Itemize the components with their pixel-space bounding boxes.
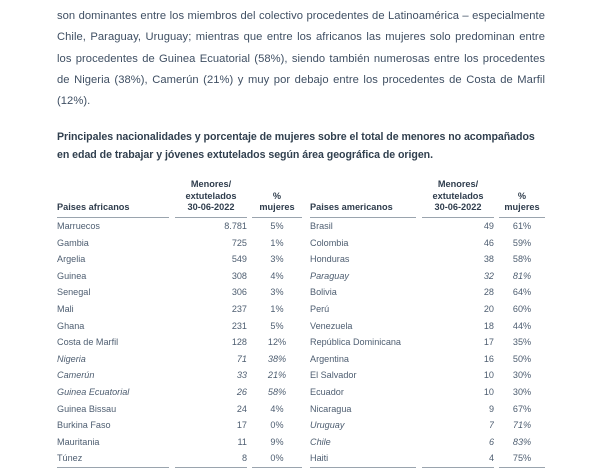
- cell-count: 38: [483, 254, 494, 265]
- cell-count: 6: [488, 436, 494, 447]
- cell-percent-women: 0%: [270, 420, 284, 431]
- cell-percent-women: 30%: [512, 370, 532, 381]
- cell-country: República Dominicana: [310, 337, 401, 348]
- cell-count: 16: [483, 353, 494, 364]
- table-row: [57, 318, 302, 335]
- cell-country: Venezuela: [310, 320, 353, 331]
- table-america-header: [310, 179, 545, 217]
- cell-country: Perú: [310, 304, 330, 315]
- header-count-america: [422, 179, 494, 217]
- cell-percent-women: 60%: [512, 304, 532, 315]
- table-row: [57, 351, 302, 368]
- cell-count: 725: [231, 237, 247, 248]
- cell-country: Túnez: [57, 450, 169, 467]
- cell-count: 237: [231, 304, 247, 315]
- header-count-line3: 30-06-2022: [187, 201, 235, 212]
- cell-count: 20: [483, 304, 494, 315]
- table-row: [57, 417, 302, 434]
- cell-percent-women: 4%: [270, 403, 284, 414]
- cell-count: 4: [422, 450, 494, 467]
- header-pct-line1: %: [272, 190, 282, 201]
- cell-count: 26: [236, 387, 247, 398]
- cell-country: Brasil: [310, 221, 333, 232]
- cell-country: Paraguay: [310, 270, 349, 281]
- table-row: [310, 218, 545, 235]
- header-pct-line2: mujeres: [259, 201, 295, 212]
- cell-count: 46: [483, 237, 494, 248]
- cell-country: Uruguay: [310, 420, 345, 431]
- cell-country: Costa de Marfil: [57, 337, 119, 348]
- table-row: [310, 434, 545, 451]
- cell-count: 10: [483, 387, 494, 398]
- cell-percent-women: 3%: [270, 254, 284, 265]
- cell-count: 18: [483, 320, 494, 331]
- cell-country: Argentina: [310, 353, 349, 364]
- header-count-line1: Menores/: [437, 179, 479, 190]
- table-row: [310, 367, 545, 384]
- table-america-body: [310, 218, 545, 468]
- table-row: [310, 235, 545, 252]
- cell-count: 32: [483, 270, 494, 281]
- cell-country: Senegal: [57, 287, 91, 298]
- header-country-africa: Paises africanos: [57, 179, 169, 217]
- cell-country: Burkina Faso: [57, 420, 111, 431]
- table-row: [57, 268, 302, 285]
- header-count-line2: extutelados: [432, 190, 484, 201]
- cell-country: Camerún: [57, 370, 95, 381]
- header-pct-line2: mujeres: [504, 201, 540, 212]
- cell-country: Haiti: [310, 450, 416, 467]
- cell-percent-women: 1%: [270, 304, 284, 315]
- cell-count: 549: [231, 254, 247, 265]
- header-count-line1: Menores/: [190, 179, 232, 190]
- table-row: [310, 334, 545, 351]
- header-row: [310, 179, 545, 217]
- cell-percent-women: 4%: [270, 270, 284, 281]
- table-row: [310, 251, 545, 268]
- cell-count: 8: [175, 450, 247, 467]
- cell-count: 9: [488, 403, 494, 414]
- cell-country: Mali: [57, 304, 74, 315]
- cell-percent-women: 1%: [270, 237, 284, 248]
- header-pct-line1: %: [517, 190, 527, 201]
- cell-country: Guinea Bissau: [57, 403, 117, 414]
- table-row: [57, 384, 302, 401]
- table-row: [310, 301, 545, 318]
- table-row: [57, 401, 302, 418]
- table-row: [310, 450, 545, 467]
- cell-percent-women: 67%: [512, 403, 532, 414]
- header-pct-america: [499, 179, 545, 217]
- cell-percent-women: 0%: [252, 450, 302, 467]
- cell-country: Ecuador: [310, 387, 344, 398]
- cell-percent-women: 21%: [267, 370, 287, 381]
- table-row: [310, 401, 545, 418]
- cell-percent-women: 81%: [512, 270, 532, 281]
- cell-count: 7: [488, 420, 494, 431]
- table-row: [57, 301, 302, 318]
- table-caption: Principales nacionalidades y porcentaje de mujeres sobre el total de menores no acompañados en edad de trabajar y jóvenes extutelados según área geográfica de origen.: [57, 131, 535, 161]
- cell-country: Bolivia: [310, 287, 337, 298]
- cell-country: Nicaragua: [310, 403, 352, 414]
- cell-count: 71: [236, 353, 247, 364]
- cell-percent-women: 61%: [512, 221, 532, 232]
- cell-count: 11: [237, 436, 247, 447]
- cell-count: 33: [236, 370, 247, 381]
- table-africa-body: [57, 218, 302, 468]
- cell-country: Colombia: [310, 237, 349, 248]
- cell-percent-women: 50%: [512, 353, 532, 364]
- cell-count: 28: [483, 287, 494, 298]
- table-row: [57, 334, 302, 351]
- cell-count: 17: [236, 420, 247, 431]
- cell-count: 306: [231, 287, 247, 298]
- cell-count: 308: [231, 270, 247, 281]
- table-america: [310, 179, 545, 468]
- cell-country: Guinea Ecuatorial: [57, 387, 130, 398]
- cell-country: Guinea: [57, 270, 87, 281]
- table-row: [310, 318, 545, 335]
- table-row: [57, 284, 302, 301]
- cell-country: Ghana: [57, 320, 85, 331]
- cell-count: 10: [483, 370, 494, 381]
- cell-percent-women: 64%: [512, 287, 532, 298]
- cell-percent-women: 5%: [270, 320, 284, 331]
- header-pct-africa: [252, 179, 302, 217]
- header-count-line3: 30-06-2022: [434, 201, 482, 212]
- header-count-line2: extutelados: [185, 190, 237, 201]
- table-row: [57, 450, 302, 467]
- cell-percent-women: 75%: [499, 450, 545, 467]
- cell-percent-women: 30%: [512, 387, 532, 398]
- cell-percent-women: 12%: [267, 337, 287, 348]
- cell-count: 8.781: [224, 221, 247, 232]
- cell-percent-women: 83%: [512, 436, 532, 447]
- cell-country: Marruecos: [57, 221, 100, 232]
- cell-country: Gambia: [57, 237, 89, 248]
- table-row: [310, 351, 545, 368]
- cell-count: 17: [483, 337, 494, 348]
- table-africa: [57, 179, 302, 468]
- cell-percent-women: 71%: [512, 420, 532, 431]
- header-country-america: Paises americanos: [310, 179, 416, 217]
- cell-percent-women: 59%: [512, 237, 532, 248]
- table-row: [57, 434, 302, 451]
- table-row: [310, 384, 545, 401]
- cell-country: Mauritania: [57, 436, 100, 447]
- cell-country: Chile: [310, 436, 331, 447]
- table-row: [310, 268, 545, 285]
- cell-percent-women: 38%: [267, 353, 287, 364]
- table-africa-header: [57, 179, 302, 217]
- intro-paragraph: son dominantes entre los miembros del colectivo procedentes de Latinoamérica – especialmente Chile, Paraguay, Uruguay; mientras que entre los africanos las mujeres solo predominan entre los procedentes de Guinea Ecuatorial (58%), siendo también numerosas entre los procedentes de Nigeria (38%), Camerún (21%) y muy por debajo entre los procedentes de Costa de Marfil (12%).: [57, 10, 545, 108]
- cell-count: 24: [236, 403, 247, 414]
- header-row: [57, 179, 302, 217]
- cell-count: 49: [483, 221, 494, 232]
- table-row: [57, 251, 302, 268]
- cell-country: Argelia: [57, 254, 86, 265]
- cell-percent-women: 58%: [512, 254, 532, 265]
- cell-percent-women: 44%: [512, 320, 532, 331]
- table-row: [310, 417, 545, 434]
- header-count-africa: [175, 179, 247, 217]
- cell-country: Honduras: [310, 254, 350, 265]
- tables-container: [57, 179, 545, 468]
- cell-count: 231: [231, 320, 247, 331]
- table-row: [57, 235, 302, 252]
- cell-percent-women: 5%: [270, 221, 284, 232]
- cell-percent-women: 3%: [270, 287, 284, 298]
- table-row: [310, 284, 545, 301]
- table-row: [57, 218, 302, 235]
- cell-percent-women: 58%: [267, 387, 287, 398]
- cell-country: El Salvador: [310, 370, 357, 381]
- cell-percent-women: 35%: [512, 337, 532, 348]
- table-row: [57, 367, 302, 384]
- cell-count: 128: [231, 337, 247, 348]
- cell-percent-women: 9%: [270, 436, 284, 447]
- cell-country: Nigeria: [57, 353, 86, 364]
